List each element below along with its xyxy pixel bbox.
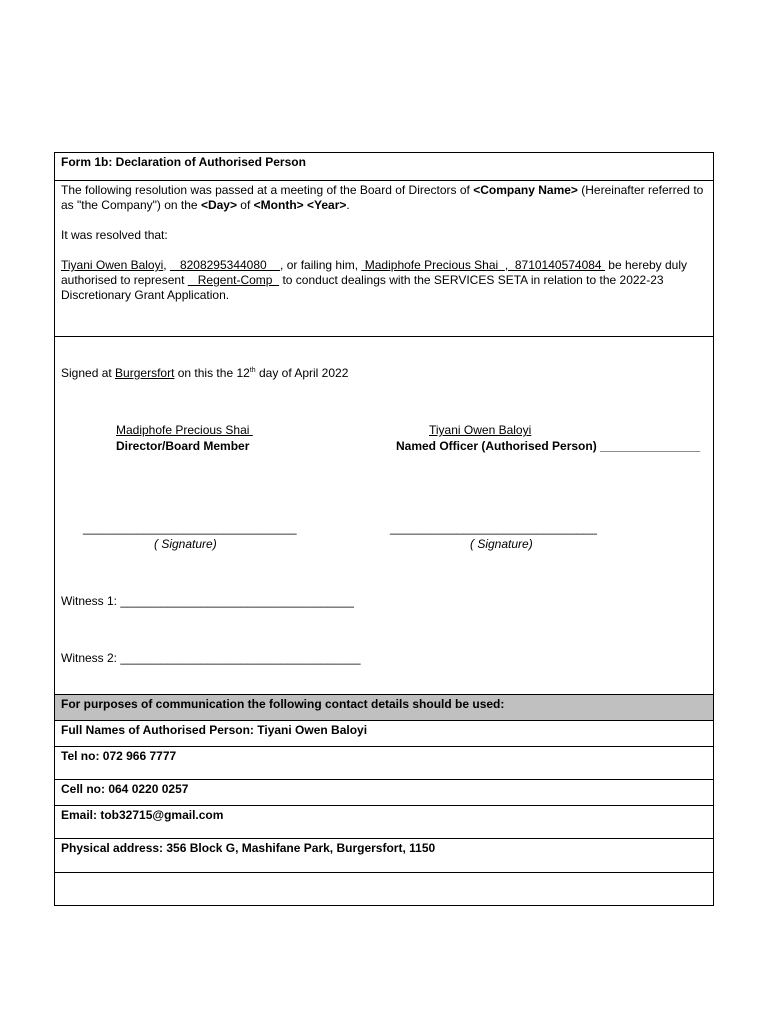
year-placeholder: <Year> (307, 198, 347, 212)
day-placeholder: <Day> (200, 198, 237, 212)
resolution-intro (61, 183, 707, 213)
director-role: Director/Board Member (116, 439, 250, 453)
person1-id: 8208295344080 (169, 258, 281, 272)
authorised-text: be hereby duly authorised to represent (61, 258, 691, 287)
resolved-text: It was resolved that: (61, 228, 168, 242)
intro-text: of (236, 198, 254, 212)
resolution-section (55, 181, 713, 337)
signature-label-left: ( Signature) (154, 537, 217, 551)
declaration-form (54, 152, 714, 906)
month-placeholder: <Month> (253, 198, 304, 212)
separator-text: , (504, 258, 512, 272)
form-title: Form 1b: Declaration of Authorised Person (55, 153, 713, 181)
signature-section (55, 337, 713, 695)
contact-header: For purposes of communication the following contact details should be used: (55, 695, 713, 721)
contact-address: Physical address: 356 Block G, Mashifane Park, Burgersfort, 1150 (55, 839, 713, 873)
signed-at-line (61, 366, 348, 380)
signed-prefix: Signed at (61, 366, 116, 380)
person2-id: 8710140574084 (511, 258, 605, 272)
signature-label-right: ( Signature) (470, 537, 533, 551)
person1-name: Tiyani Owen Baloyi (61, 258, 164, 272)
intro-text: The following resolution was passed at a meeting of the Board of Directors of (61, 183, 474, 197)
contact-cell: Cell no: 064 0220 0257 (55, 780, 713, 806)
contact-full-name: Full Names of Authorised Person: Tiyani Owen Baloyi (55, 721, 713, 747)
contact-blank-row (55, 873, 713, 905)
witness-1-line: Witness 1: ___________________________________ (61, 594, 354, 608)
intro-text: (Hereinafter referred to as "the Company") on the (61, 183, 704, 212)
signed-suffix: day of April 2022 (255, 366, 349, 380)
person2-name: Madiphofe Precious Shai (361, 258, 505, 272)
signed-middle: on this the 12 (174, 366, 250, 380)
witness-2-line: Witness 2: ____________________________________ (61, 651, 361, 665)
ordinal-suffix: th (249, 367, 256, 374)
conduct-text: to conduct dealings with the SERVICES SETA in relation to the 2022-23 Discretionary Grant Application. (61, 273, 667, 302)
intro-text: . (346, 198, 350, 212)
signature-line-right: _______________________________ (390, 521, 597, 535)
officer-role: Named Officer (Authorised Person) _______________ (396, 439, 701, 453)
signature-line-left: ________________________________ (83, 521, 297, 535)
signed-place: Burgersfort (115, 366, 175, 380)
contact-tel: Tel no: 072 966 7777 (55, 747, 713, 780)
resolution-body (61, 258, 707, 303)
director-name: Madiphofe Precious Shai (116, 423, 253, 437)
company-placeholder: <Company Name> (473, 183, 578, 197)
separator-text: , (163, 258, 170, 272)
company-value: Regent-Comp (187, 273, 280, 287)
officer-name: Tiyani Owen Baloyi (429, 423, 532, 437)
failing-text: , or failing him, (280, 258, 362, 272)
contact-email: Email: tob32715@gmail.com (55, 806, 713, 839)
